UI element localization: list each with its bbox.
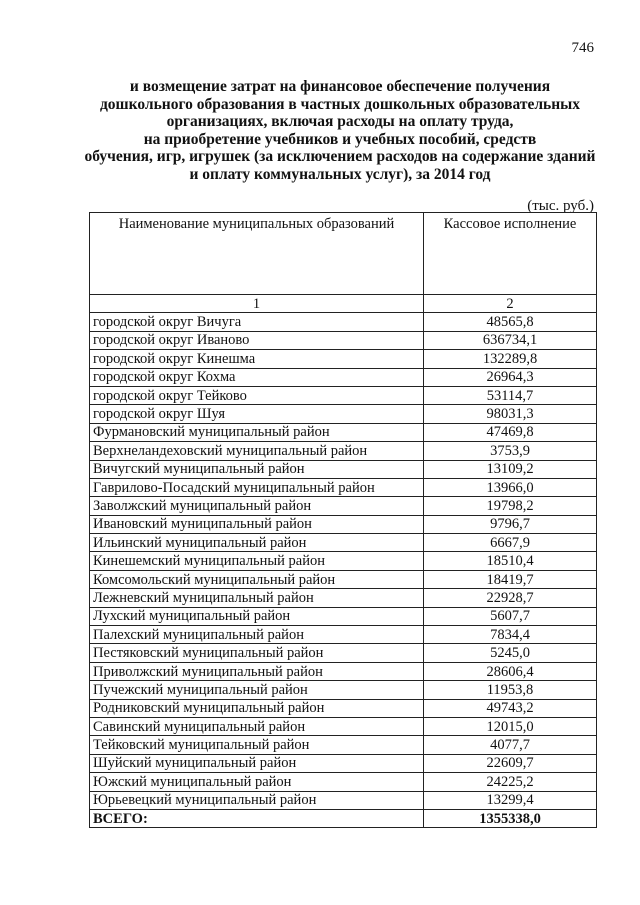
table-row — [90, 607, 597, 625]
table-row — [90, 717, 597, 735]
total-row — [90, 809, 597, 827]
cash-execution-value: 47469,8 — [424, 423, 597, 441]
table-row — [90, 754, 597, 772]
table-row — [90, 423, 597, 441]
table-row — [90, 331, 597, 349]
table-row — [90, 368, 597, 386]
table-body — [90, 295, 597, 828]
table-row — [90, 460, 597, 478]
title-line: на приобретение учебников и учебных пособий, средств — [143, 130, 537, 148]
table-row — [90, 350, 597, 368]
municipality-name: Ильинский муниципальный район — [90, 534, 424, 552]
table-row — [90, 515, 597, 533]
municipality-name: Верхнеландеховский муниципальный район — [90, 442, 424, 460]
table-header-row — [90, 213, 597, 295]
document-title — [60, 78, 620, 184]
municipality-name: городской округ Тейково — [90, 386, 424, 404]
cash-execution-value: 28606,4 — [424, 662, 597, 680]
cash-execution-value: 19798,2 — [424, 497, 597, 515]
cash-execution-value: 98031,3 — [424, 405, 597, 423]
cash-execution-value: 18510,4 — [424, 552, 597, 570]
title-line: обучения, игр, игрушек (за исключением расходов на содержание зданий — [84, 148, 596, 166]
cash-execution-value: 5245,0 — [424, 644, 597, 662]
title-line: и оплату коммунальных услуг), за 2014 год — [189, 165, 491, 183]
municipality-name: Кинешемский муниципальный район — [90, 552, 424, 570]
cash-execution-value: 636734,1 — [424, 331, 597, 349]
municipality-name: Фурмановский муниципальный район — [90, 423, 424, 441]
cash-execution-value: 6667,9 — [424, 534, 597, 552]
municipality-name: Палехский муниципальный район — [90, 626, 424, 644]
municipality-name: городской округ Шуя — [90, 405, 424, 423]
cash-execution-value: 9796,7 — [424, 515, 597, 533]
cash-execution-value: 5607,7 — [424, 607, 597, 625]
cash-execution-value: 22609,7 — [424, 754, 597, 772]
table-row — [90, 791, 597, 809]
cash-execution-value: 18419,7 — [424, 570, 597, 588]
table-row — [90, 386, 597, 404]
cash-execution-value: 7834,4 — [424, 626, 597, 644]
table-row — [90, 497, 597, 515]
table-row — [90, 534, 597, 552]
table-row — [90, 405, 597, 423]
table-row — [90, 570, 597, 588]
title-line: организациях, включая расходы на оплату труда, — [166, 113, 514, 131]
cash-execution-value: 24225,2 — [424, 773, 597, 791]
municipality-name: Тейковский муниципальный район — [90, 736, 424, 754]
table-row — [90, 644, 597, 662]
table-row — [90, 313, 597, 331]
title-line: и возмещение затрат на финансовое обеспечение получения — [129, 78, 551, 95]
municipality-name: Пестяковский муниципальный район — [90, 644, 424, 662]
cash-execution-value: 49743,2 — [424, 699, 597, 717]
municipality-name: Гаврилово-Посадский муниципальный район — [90, 478, 424, 496]
total-value: 1355338,0 — [424, 809, 597, 827]
cash-execution-value: 22928,7 — [424, 589, 597, 607]
total-label: ВСЕГО: — [90, 809, 424, 827]
municipality-name: городской округ Вичуга — [90, 313, 424, 331]
column-number: 1 — [90, 295, 424, 313]
cash-execution-value: 4077,7 — [424, 736, 597, 754]
municipality-name: Юрьевецкий муниципальный район — [90, 791, 424, 809]
header-municipality: Наименование муниципальных образований — [90, 213, 424, 295]
column-number-row — [90, 295, 597, 313]
table-row — [90, 442, 597, 460]
table-row — [90, 626, 597, 644]
municipality-name: Вичугский муниципальный район — [90, 460, 424, 478]
cash-execution-value: 13966,0 — [424, 478, 597, 496]
cash-execution-value: 13299,4 — [424, 791, 597, 809]
municipality-name: городской округ Кинешма — [90, 350, 424, 368]
table-row — [90, 589, 597, 607]
municipality-name: Лухский муниципальный район — [90, 607, 424, 625]
page-number: 746 — [571, 40, 594, 56]
cash-execution-value: 53114,7 — [424, 386, 597, 404]
municipality-name: Комсомольский муниципальный район — [90, 570, 424, 588]
header-cash-execution: Кассовое исполнение — [424, 213, 597, 295]
municipality-name: Приволжский муниципальный район — [90, 662, 424, 680]
table-row — [90, 662, 597, 680]
cash-execution-value: 13109,2 — [424, 460, 597, 478]
municipality-name: Лежневский муниципальный район — [90, 589, 424, 607]
municipality-name: Савинский муниципальный район — [90, 717, 424, 735]
cash-execution-value: 11953,8 — [424, 681, 597, 699]
municipality-name: городской округ Иваново — [90, 331, 424, 349]
table-row — [90, 681, 597, 699]
municipality-name: городской округ Кохма — [90, 368, 424, 386]
cash-execution-value: 3753,9 — [424, 442, 597, 460]
municipality-name: Пучежский муниципальный район — [90, 681, 424, 699]
municipality-name: Родниковский муниципальный район — [90, 699, 424, 717]
budget-table — [89, 212, 597, 828]
cash-execution-value: 132289,8 — [424, 350, 597, 368]
table-row — [90, 773, 597, 791]
municipality-name: Южский муниципальный район — [90, 773, 424, 791]
cash-execution-value: 26964,3 — [424, 368, 597, 386]
unit-label: (тыс. руб.) — [527, 198, 594, 214]
municipality-name: Ивановский муниципальный район — [90, 515, 424, 533]
table-row — [90, 736, 597, 754]
table-row — [90, 699, 597, 717]
title-line: дошкольного образования в частных дошкольных образовательных — [99, 95, 581, 113]
cash-execution-value: 48565,8 — [424, 313, 597, 331]
municipality-name: Шуйский муниципальный район — [90, 754, 424, 772]
municipality-name: Заволжский муниципальный район — [90, 497, 424, 515]
cash-execution-value: 12015,0 — [424, 717, 597, 735]
table-row — [90, 478, 597, 496]
column-number: 2 — [424, 295, 597, 313]
table-row — [90, 552, 597, 570]
